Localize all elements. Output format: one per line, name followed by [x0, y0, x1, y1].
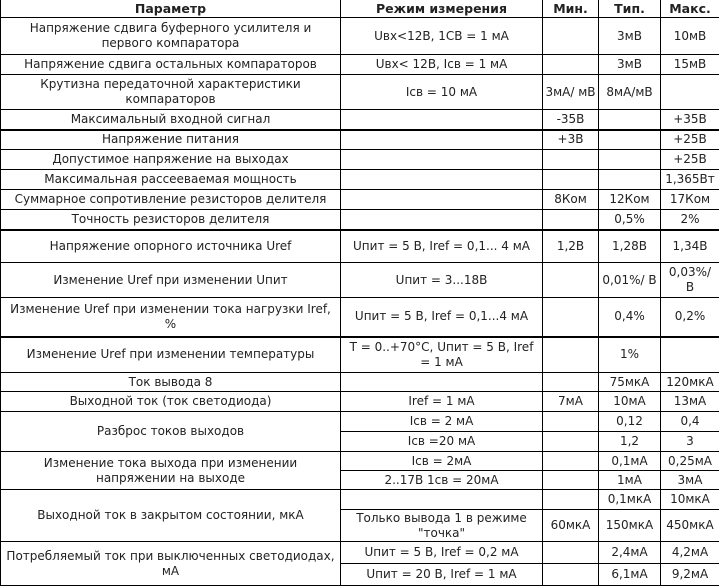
- cell-parameter: Максимальная рассеeваемая мощность: [1, 170, 341, 190]
- cell-max: 15мВ: [661, 55, 719, 75]
- cell-max: 10мВ: [661, 18, 719, 55]
- cell-parameter: Точность резисторов делителя: [1, 210, 341, 230]
- cell-parameter: Изменение Uref при изменении температуры: [1, 337, 341, 373]
- cell-typ: [599, 150, 661, 170]
- table-row: [1, 130, 719, 150]
- cell-parameter: Максимальный входной сигнал: [1, 110, 341, 130]
- cell-max: 0,4: [661, 412, 719, 432]
- header-parameter: Параметр: [1, 0, 341, 18]
- cell-typ: 12Ком: [599, 190, 661, 210]
- table-row: [1, 298, 719, 337]
- table-body: [1, 18, 719, 586]
- cell-min: [543, 542, 599, 564]
- cell-min: [543, 298, 599, 337]
- cell-min: -35В: [543, 110, 599, 130]
- header-max: Макс.: [661, 0, 719, 18]
- cell-typ: 0,01%/ В: [599, 263, 661, 298]
- cell-parameter: Выходной ток в закрытом состоянии, мкА: [1, 490, 341, 542]
- cell-mode: Iсв =20 мА: [341, 432, 543, 452]
- cell-typ: [599, 170, 661, 190]
- cell-parameter: Изменение Uref при изменении тока нагрузки Iref, %: [1, 298, 341, 337]
- cell-mode: 2..17В 1св = 20мА: [341, 471, 543, 490]
- cell-parameter: Выходной ток (ток светодиода): [1, 392, 341, 412]
- cell-max: 10мкА: [661, 490, 719, 510]
- cell-min: 7мА: [543, 392, 599, 412]
- cell-max: 13мА: [661, 392, 719, 412]
- cell-mode: Uпит = 5 В, Iref = 0,2 мА: [341, 542, 543, 564]
- cell-max: 450мкА: [661, 510, 719, 542]
- table-row: [1, 412, 719, 432]
- cell-typ: 1%: [599, 337, 661, 373]
- cell-parameter: Напряжение опорного источника Uref: [1, 230, 341, 263]
- cell-mode: Uпит = 3...18В: [341, 263, 543, 298]
- cell-mode: [341, 210, 543, 230]
- cell-min: [543, 452, 599, 471]
- cell-mode: Iсв = 10 мА: [341, 75, 543, 110]
- table-row: [1, 55, 719, 75]
- cell-mode: Iref = 1 мА: [341, 392, 543, 412]
- cell-max: +35В: [661, 110, 719, 130]
- cell-parameter: Разброс токов выходов: [1, 412, 341, 452]
- cell-min: [543, 564, 599, 586]
- cell-min: [543, 263, 599, 298]
- cell-min: [543, 337, 599, 373]
- table-row: [1, 170, 719, 190]
- cell-mode: Uпит = 5 В, Iref = 0,1...4 мА: [341, 298, 543, 337]
- cell-min: 8Ком: [543, 190, 599, 210]
- cell-typ: 10мА: [599, 392, 661, 412]
- cell-mode: [341, 150, 543, 170]
- cell-parameter: Ток вывода 8: [1, 373, 341, 392]
- cell-min: +3В: [543, 130, 599, 150]
- cell-typ: 0,1мкА: [599, 490, 661, 510]
- cell-parameter: Потребляемый ток при выключенных светодиодах, мА: [1, 542, 341, 586]
- cell-mode: [341, 490, 543, 510]
- cell-typ: 0,1мА: [599, 452, 661, 471]
- cell-min: [543, 210, 599, 230]
- cell-parameter: Допустимое напряжение на выходах: [1, 150, 341, 170]
- header-row: [1, 0, 719, 18]
- cell-min: 3мА/ мВ: [543, 75, 599, 110]
- table-row: [1, 18, 719, 55]
- cell-max: 0,03%/ В: [661, 263, 719, 298]
- cell-parameter: Напряжение сдвига остальных компараторов: [1, 55, 341, 75]
- cell-mode: Uпит = 20 В, Iref = 1 мА: [341, 564, 543, 586]
- cell-mode: Iсв = 2мА: [341, 452, 543, 471]
- cell-max: 3мА: [661, 471, 719, 490]
- cell-typ: 3мВ: [599, 18, 661, 55]
- cell-mode: Iсв = 2 мА: [341, 412, 543, 432]
- cell-mode: [341, 190, 543, 210]
- table-row: [1, 452, 719, 471]
- table-row: [1, 150, 719, 170]
- cell-typ: 0,4%: [599, 298, 661, 337]
- cell-max: 3: [661, 432, 719, 452]
- table-row: [1, 373, 719, 392]
- cell-typ: 0,5%: [599, 210, 661, 230]
- cell-max: +25В: [661, 130, 719, 150]
- cell-max: +25В: [661, 150, 719, 170]
- cell-max: 0,2%: [661, 298, 719, 337]
- cell-max: 120мкА: [661, 373, 719, 392]
- cell-mode: [341, 373, 543, 392]
- cell-min: [543, 55, 599, 75]
- table-row: [1, 542, 719, 564]
- cell-mode: T = 0..+70°C, Uпит = 5 В, Iref = 1 мА: [341, 337, 543, 373]
- cell-min: [543, 412, 599, 432]
- cell-typ: 3мВ: [599, 55, 661, 75]
- cell-max: 1,34В: [661, 230, 719, 263]
- table-row: [1, 263, 719, 298]
- cell-parameter: Напряжение сдвига буферного усилителя и первого компаратора: [1, 18, 341, 55]
- cell-min: [543, 373, 599, 392]
- cell-max: [661, 337, 719, 373]
- cell-parameter: Крутизна передаточной характеристики компараторов: [1, 75, 341, 110]
- cell-typ: 75мкА: [599, 373, 661, 392]
- cell-mode: [341, 130, 543, 150]
- cell-typ: 150мкА: [599, 510, 661, 542]
- cell-min: [543, 18, 599, 55]
- table-row: [1, 190, 719, 210]
- cell-parameter: Суммарное сопротивление резисторов делителя: [1, 190, 341, 210]
- table-row: [1, 392, 719, 412]
- cell-typ: 1,28В: [599, 230, 661, 263]
- header-mode: Режим измерения: [341, 0, 543, 18]
- table-row: [1, 230, 719, 263]
- cell-max: 1,365Вт: [661, 170, 719, 190]
- cell-typ: 0,12: [599, 412, 661, 432]
- cell-parameter: Изменение Uref при изменении Uпит: [1, 263, 341, 298]
- cell-parameter: Изменение тока выхода при изменении напряжении на выходе: [1, 452, 341, 490]
- table-row: [1, 337, 719, 373]
- cell-typ: 1мА: [599, 471, 661, 490]
- cell-typ: 2,4мА: [599, 542, 661, 564]
- cell-max: 0,25мА: [661, 452, 719, 471]
- cell-mode: Только вывода 1 в режиме "точка": [341, 510, 543, 542]
- cell-max: 9,2мА: [661, 564, 719, 586]
- header-min: Мин.: [543, 0, 599, 18]
- cell-typ: 1,2: [599, 432, 661, 452]
- cell-min: [543, 170, 599, 190]
- cell-mode: Uвх<12В, 1СВ = 1 мА: [341, 18, 543, 55]
- cell-max: 17Ком: [661, 190, 719, 210]
- cell-min: [543, 150, 599, 170]
- cell-typ: 8мА/мВ: [599, 75, 661, 110]
- cell-max: [661, 75, 719, 110]
- cell-parameter: Напряжение питания: [1, 130, 341, 150]
- cell-min: 1,2В: [543, 230, 599, 263]
- table-row: [1, 110, 719, 130]
- cell-mode: Uвх< 12В, Iсв = 1 мА: [341, 55, 543, 75]
- cell-min: [543, 432, 599, 452]
- cell-min: 60мкА: [543, 510, 599, 542]
- cell-typ: 6,1мА: [599, 564, 661, 586]
- table-row: [1, 490, 719, 510]
- header-typ: Тип.: [599, 0, 661, 18]
- cell-typ: [599, 110, 661, 130]
- cell-max: 4,2мА: [661, 542, 719, 564]
- cell-min: [543, 490, 599, 510]
- table-row: [1, 75, 719, 110]
- cell-mode: Uпит = 5 В, Iref = 0,1... 4 мА: [341, 230, 543, 263]
- cell-typ: [599, 130, 661, 150]
- cell-max: 2%: [661, 210, 719, 230]
- cell-mode: [341, 170, 543, 190]
- table-row: [1, 210, 719, 230]
- cell-mode: [341, 110, 543, 130]
- cell-min: [543, 471, 599, 490]
